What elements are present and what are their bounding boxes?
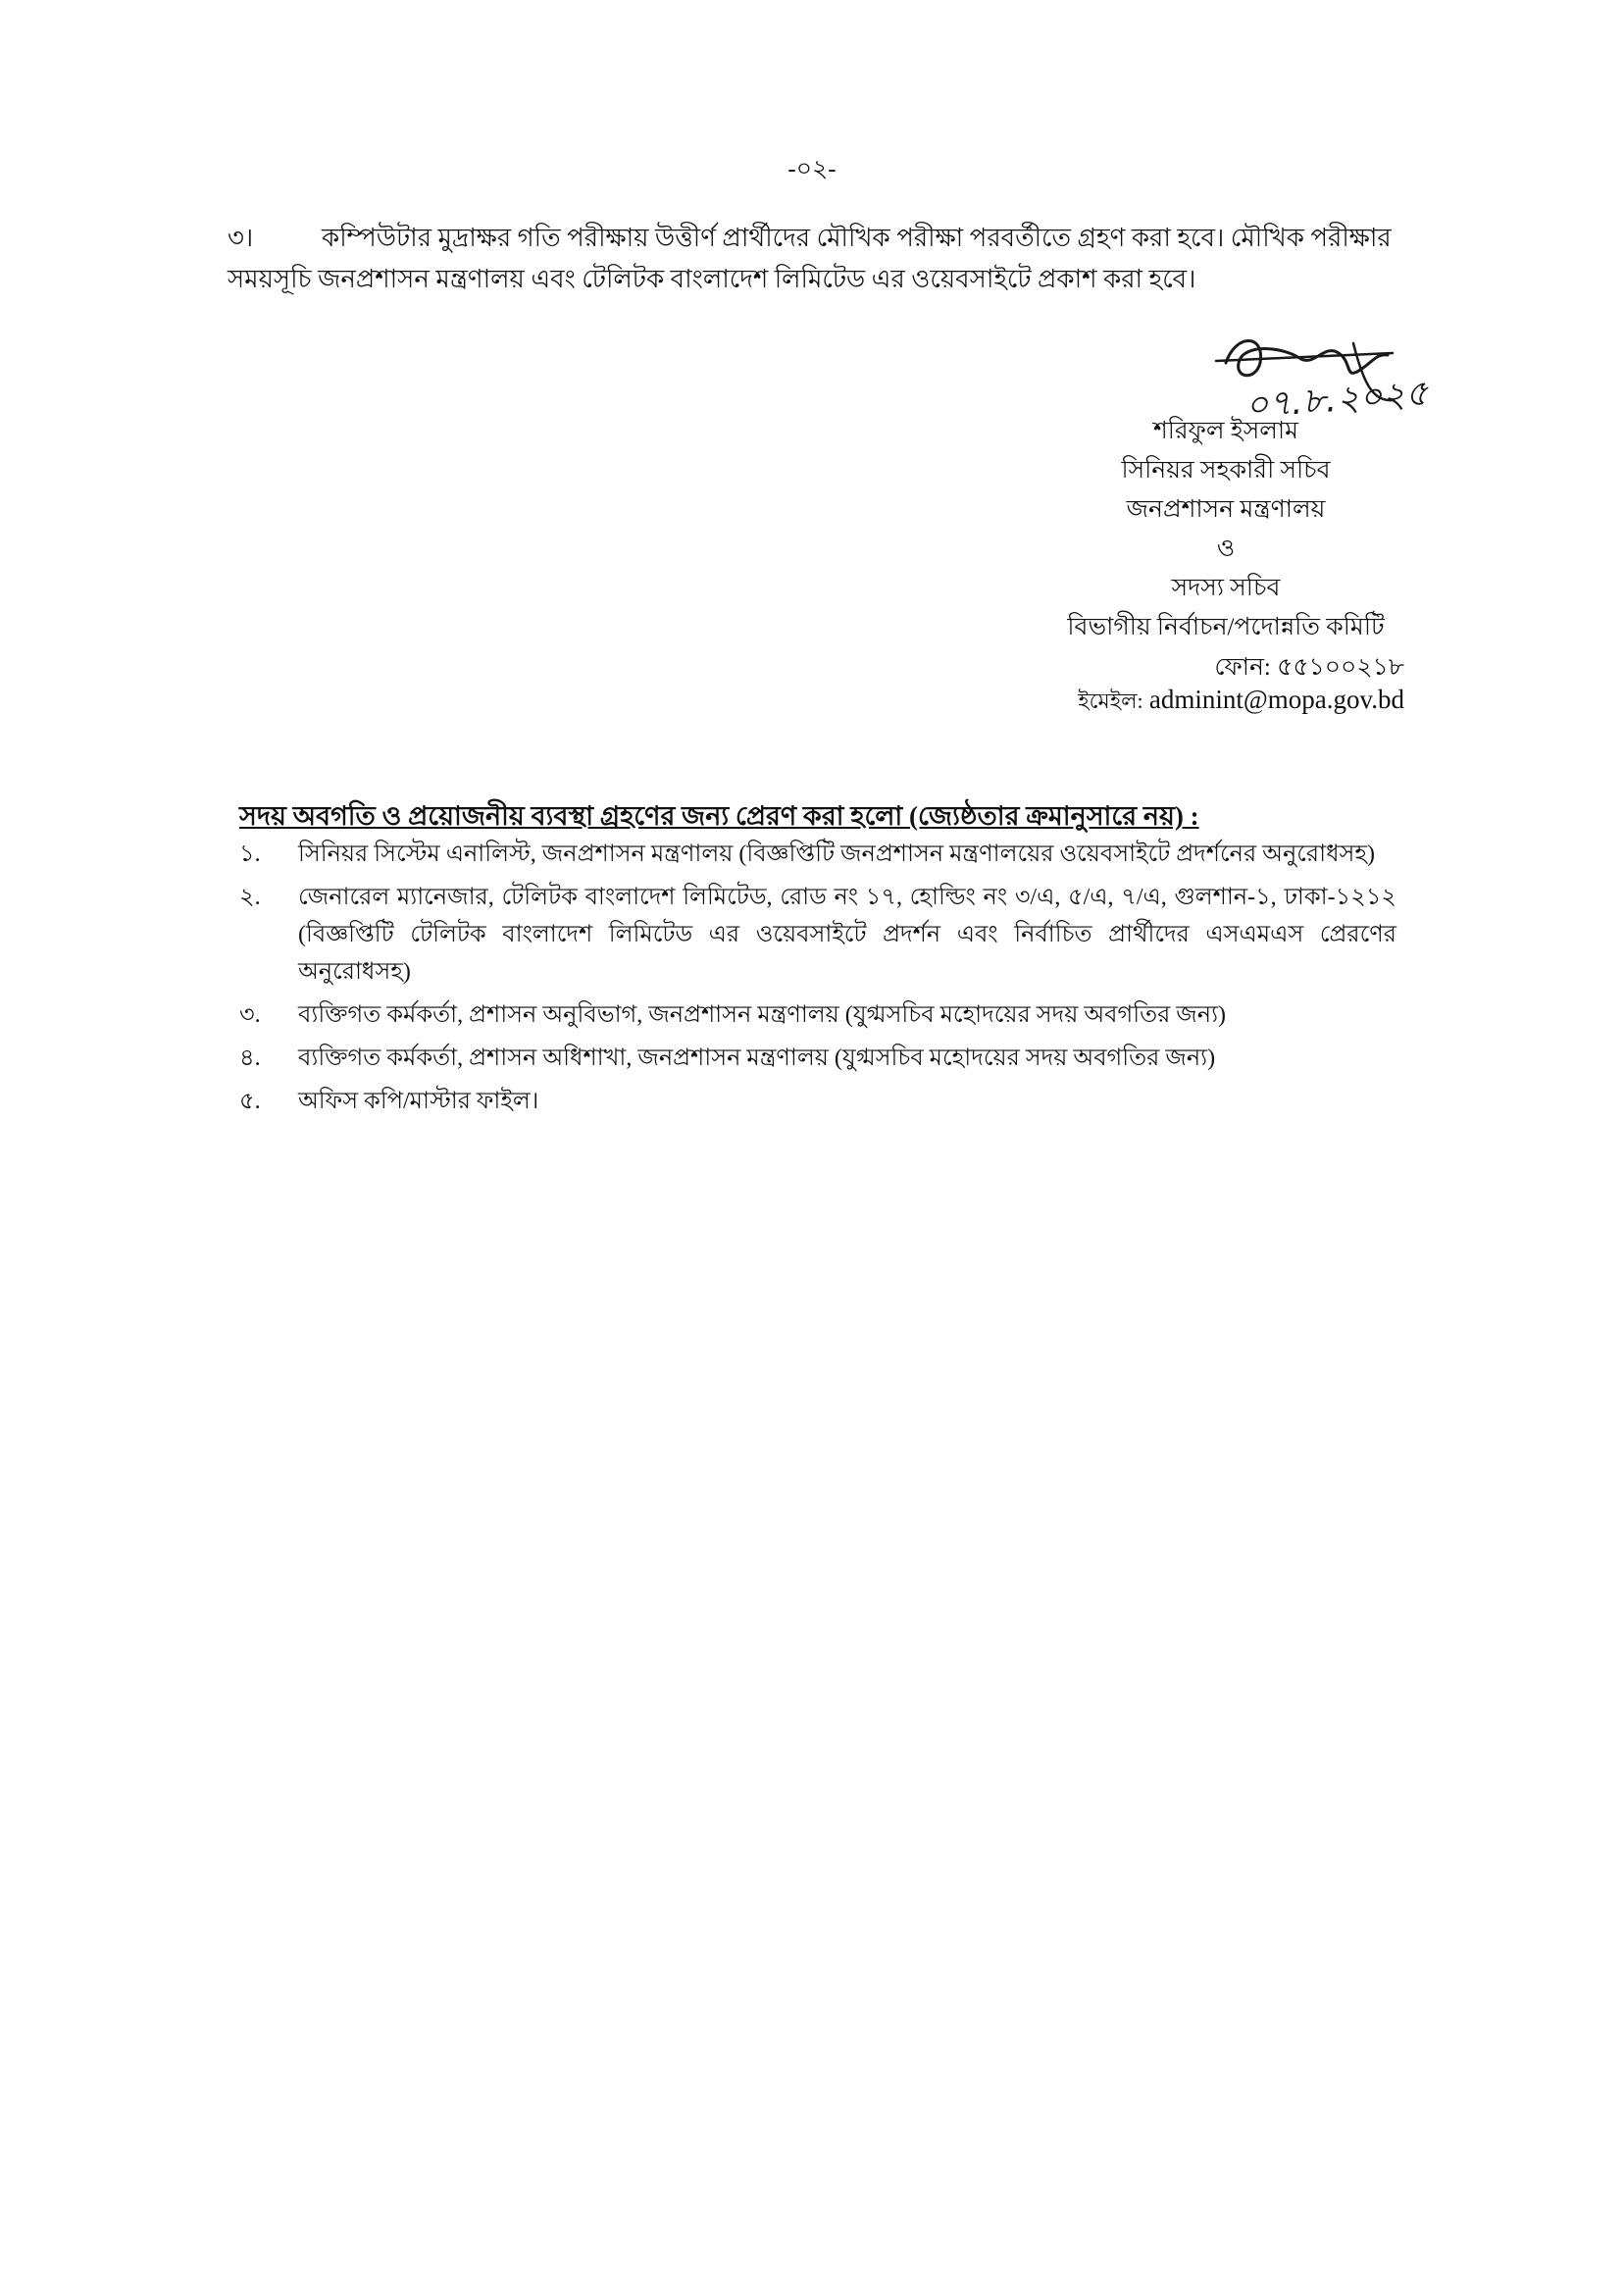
distribution-heading: সদয় অবগতি ও প্রয়োজনীয় ব্যবস্থা গ্রহণের জন্য প্রেরণ করা হলো (জ্যেষ্ঠতার ক্রমানুসারে নয়) :: [239, 801, 1199, 831]
list-item-number: ৫.: [239, 1089, 261, 1114]
signatory-conjunction: ও: [1216, 535, 1236, 562]
paragraph-number: ৩।: [228, 224, 254, 252]
signatory-name: শরিফুল ইসলাম: [1152, 418, 1299, 444]
list-item: [239, 996, 1396, 1034]
list-item-number: ৪.: [239, 1045, 261, 1071]
list-item-text: সিনিয়র সিস্টেম এনালিস্ট, জনপ্রশাসন মন্ত্রণালয় (বিজ্ঞপ্তিটি জনপ্রশাসন মন্ত্রণালয়ের ওয়েবসাইটে প্রদর্শনের অনুরোধসহ): [298, 841, 1375, 867]
list-item-number: ৩.: [239, 1002, 261, 1028]
signatory-ministry: জনপ্রশাসন মন্ত্রণালয়: [1126, 496, 1326, 523]
page-number: -০২-: [787, 156, 837, 182]
contact-email: [1020, 685, 1404, 721]
signatory-role: সদস্য সচিব: [1171, 575, 1281, 601]
signature-date: ০৭.৮.২০২৫: [1243, 373, 1430, 427]
list-item: [239, 879, 1396, 991]
list-item: [239, 836, 1396, 873]
paragraph-line-2: সময়সূচি জনপ্রশাসন মন্ত্রণালয় এবং টেলিটক বাংলাদেশ লিমিটেড এর ওয়েবসাইটে প্রকাশ করা হবে।: [228, 265, 1196, 293]
signatory-committee: বিভাগীয় নির্বাচন/পদোন্নতি কমিটি: [1067, 614, 1385, 640]
list-item-text: ব্যক্তিগত কর্মকর্তা, প্রশাসন অধিশাখা, জনপ্রশাসন মন্ত্রণালয় (যুগ্মসচিব মহোদয়ের সদয় অবগতির জন্য): [298, 1045, 1216, 1071]
body-paragraph: [228, 218, 1414, 300]
signature-block: [1020, 412, 1432, 647]
contact-phone: ফোন: ৫৫১০০২১৮: [1214, 654, 1404, 681]
list-item-text: অফিস কপি/মাস্টার ফাইল।: [298, 1089, 539, 1114]
distribution-list: [239, 836, 1396, 1120]
list-item-text: জেনারেল ম্যানেজার, টেলিটক বাংলাদেশ লিমিটেড, রোড নং ১৭, হোল্ডিং নং ৩/এ, ৫/এ, ৭/এ, গুলশান-১, ঢাকা-১২১২ (বিজ্ঞপ্তিটি টেলিটক বাংলাদেশ লিমিটেড এর ওয়েবসাইটে প্রদর্শন এবং নির্বাচিত প্রার্থীদের এসএমএস প্রেরণের অনুরোধসহ): [298, 885, 1396, 985]
paragraph-line-1: কম্পিউটার মুদ্রাক্ষর গতি পরীক্ষায় উত্তীর্ণ প্রার্থীদের মৌখিক পরীক্ষা পরবর্তীতে গ্রহণ করা হবে। মৌখিক পরীক্ষার: [322, 224, 1392, 252]
list-item-number: ১.: [239, 841, 261, 867]
list-item: [239, 1083, 1396, 1120]
email-address[interactable]: adminint@mopa.gov.bd: [1148, 685, 1404, 714]
list-item-text: ব্যক্তিগত কর্মকর্তা, প্রশাসন অনুবিভাগ, জনপ্রশাসন মন্ত্রণালয় (যুগ্মসচিব মহোদয়ের সদয় অবগতির জন্য): [298, 1002, 1227, 1028]
email-label: ইমেইল:: [1078, 688, 1143, 713]
list-item-number: ২.: [239, 885, 261, 910]
list-item: [239, 1040, 1396, 1077]
signatory-designation: সিনিয়র সহকারী সচিব: [1121, 457, 1331, 484]
